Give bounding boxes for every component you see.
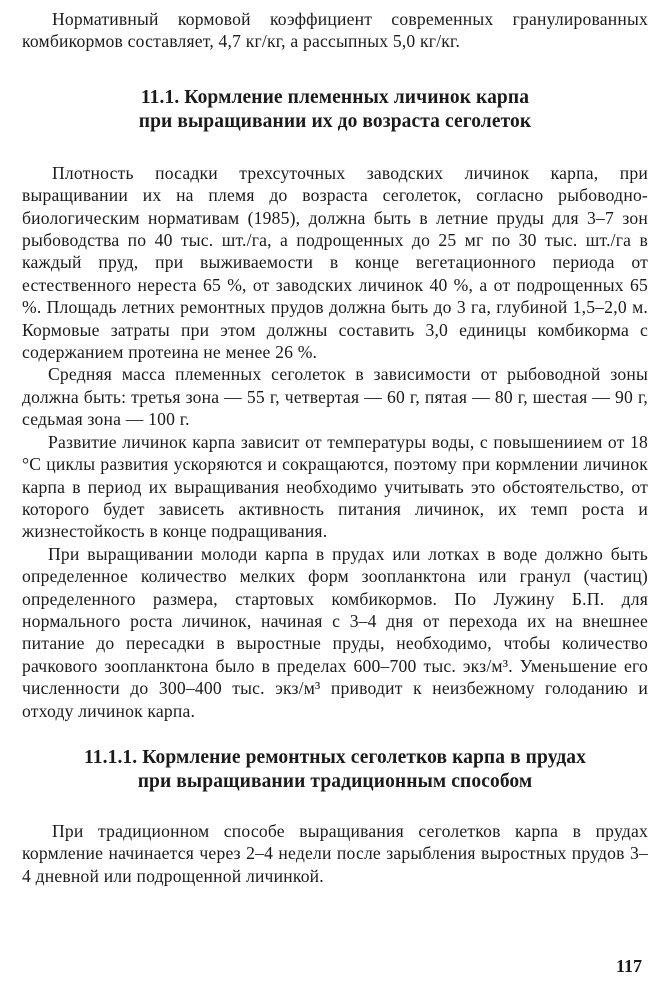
section-11-1-1-heading-line1: 11.1.1. Кормление ремонтных сеголетков карпа в прудах: [84, 746, 586, 768]
section-11-1-paragraph-3: Развитие личинок карпа зависит от температуры воды, с повышениием от 18 °С циклы развития ускоряются и сокращаются, поэтому при кормлении личинок карпа в период их выращивания необходимо учитывать это обстоятельство, от которого будет зависеть активность питания личинок, их темп роста и жизнестойкость в конце подращивания.: [22, 431, 648, 542]
section-11-1-paragraph-1: Плотность посадки трехсуточных заводских личинок карпа, при выращивании их на племя до возраста сеголеток, согласно рыбоводно-биологическим нормативам (1985), должна быть в летние пруды для 3–7 зон рыбоводства по 40 тыс. шт./га, а подрощенных до 25 мг по 30 тыс. шт./га в каждый пруд, при выживаемости в конце вегетационного периода от естественного нереста 65 %, от заводских личинок 40 %, а от подрощенных 65 %. Площадь летних ремонтных прудов должна быть до 3 га, глубиной 1,5–2,0 м. Кормовые затраты при этом должны составить 3,0 единицы комбикорма с содержанием протеина не менее 26 %.: [22, 162, 648, 363]
section-11-1-1-paragraph-1: При традиционном способе выращивания сеголетков карпа в прудах кормление начинается через 2–4 недели после зарыбления выростных прудов 3–4 дневной или подрощенной личинкой.: [22, 820, 648, 886]
section-11-1-heading-line2: при выращивании их до возраста сеголеток: [138, 110, 532, 132]
section-11-1-1-heading-line2: при выращивании традиционным способом: [137, 770, 533, 792]
document-page: [22, 8, 648, 887]
section-11-1-1-heading: [22, 746, 648, 794]
page-number: 117: [615, 956, 642, 976]
section-11-1-heading: [22, 86, 648, 134]
section-11-1-paragraph-4: При выращивании молоди карпа в прудах или лотках в воде должно быть определенное количество мелких форм зоопланктона или гранул (частиц) определенного размера, стартовых комбикормов. По Лужину Б.П. для нормального роста личинок, начиная с 3–4 дня от перехода их на внешнее питание до пересадки в выростные пруды, необходимо, чтобы количество рачкового зоопланктона было в пределах 600–700 тыс. экз/м³. Уменьшение его численности до 300–400 тыс. экз/м³ приводит к неизбежному голоданию и отходу личинок карпа.: [22, 543, 648, 721]
section-11-1-heading-line1: 11.1. Кормление племенных личинок карпа: [140, 86, 530, 108]
section-11-1-paragraph-2: Средняя масса племенных сеголеток в зависимости от рыбоводной зоны должна быть: третья зона — 55 г, четвертая — 60 г, пятая — 80 г, шестая — 90 г, седьмая зона — 100 г.: [22, 364, 648, 430]
intro-paragraph: Нормативный кормовой коэффициент современных гранулированных комбикормов составляет, 4,7 кг/кг, а рассыпных 5,0 кг/кг.: [22, 9, 648, 52]
